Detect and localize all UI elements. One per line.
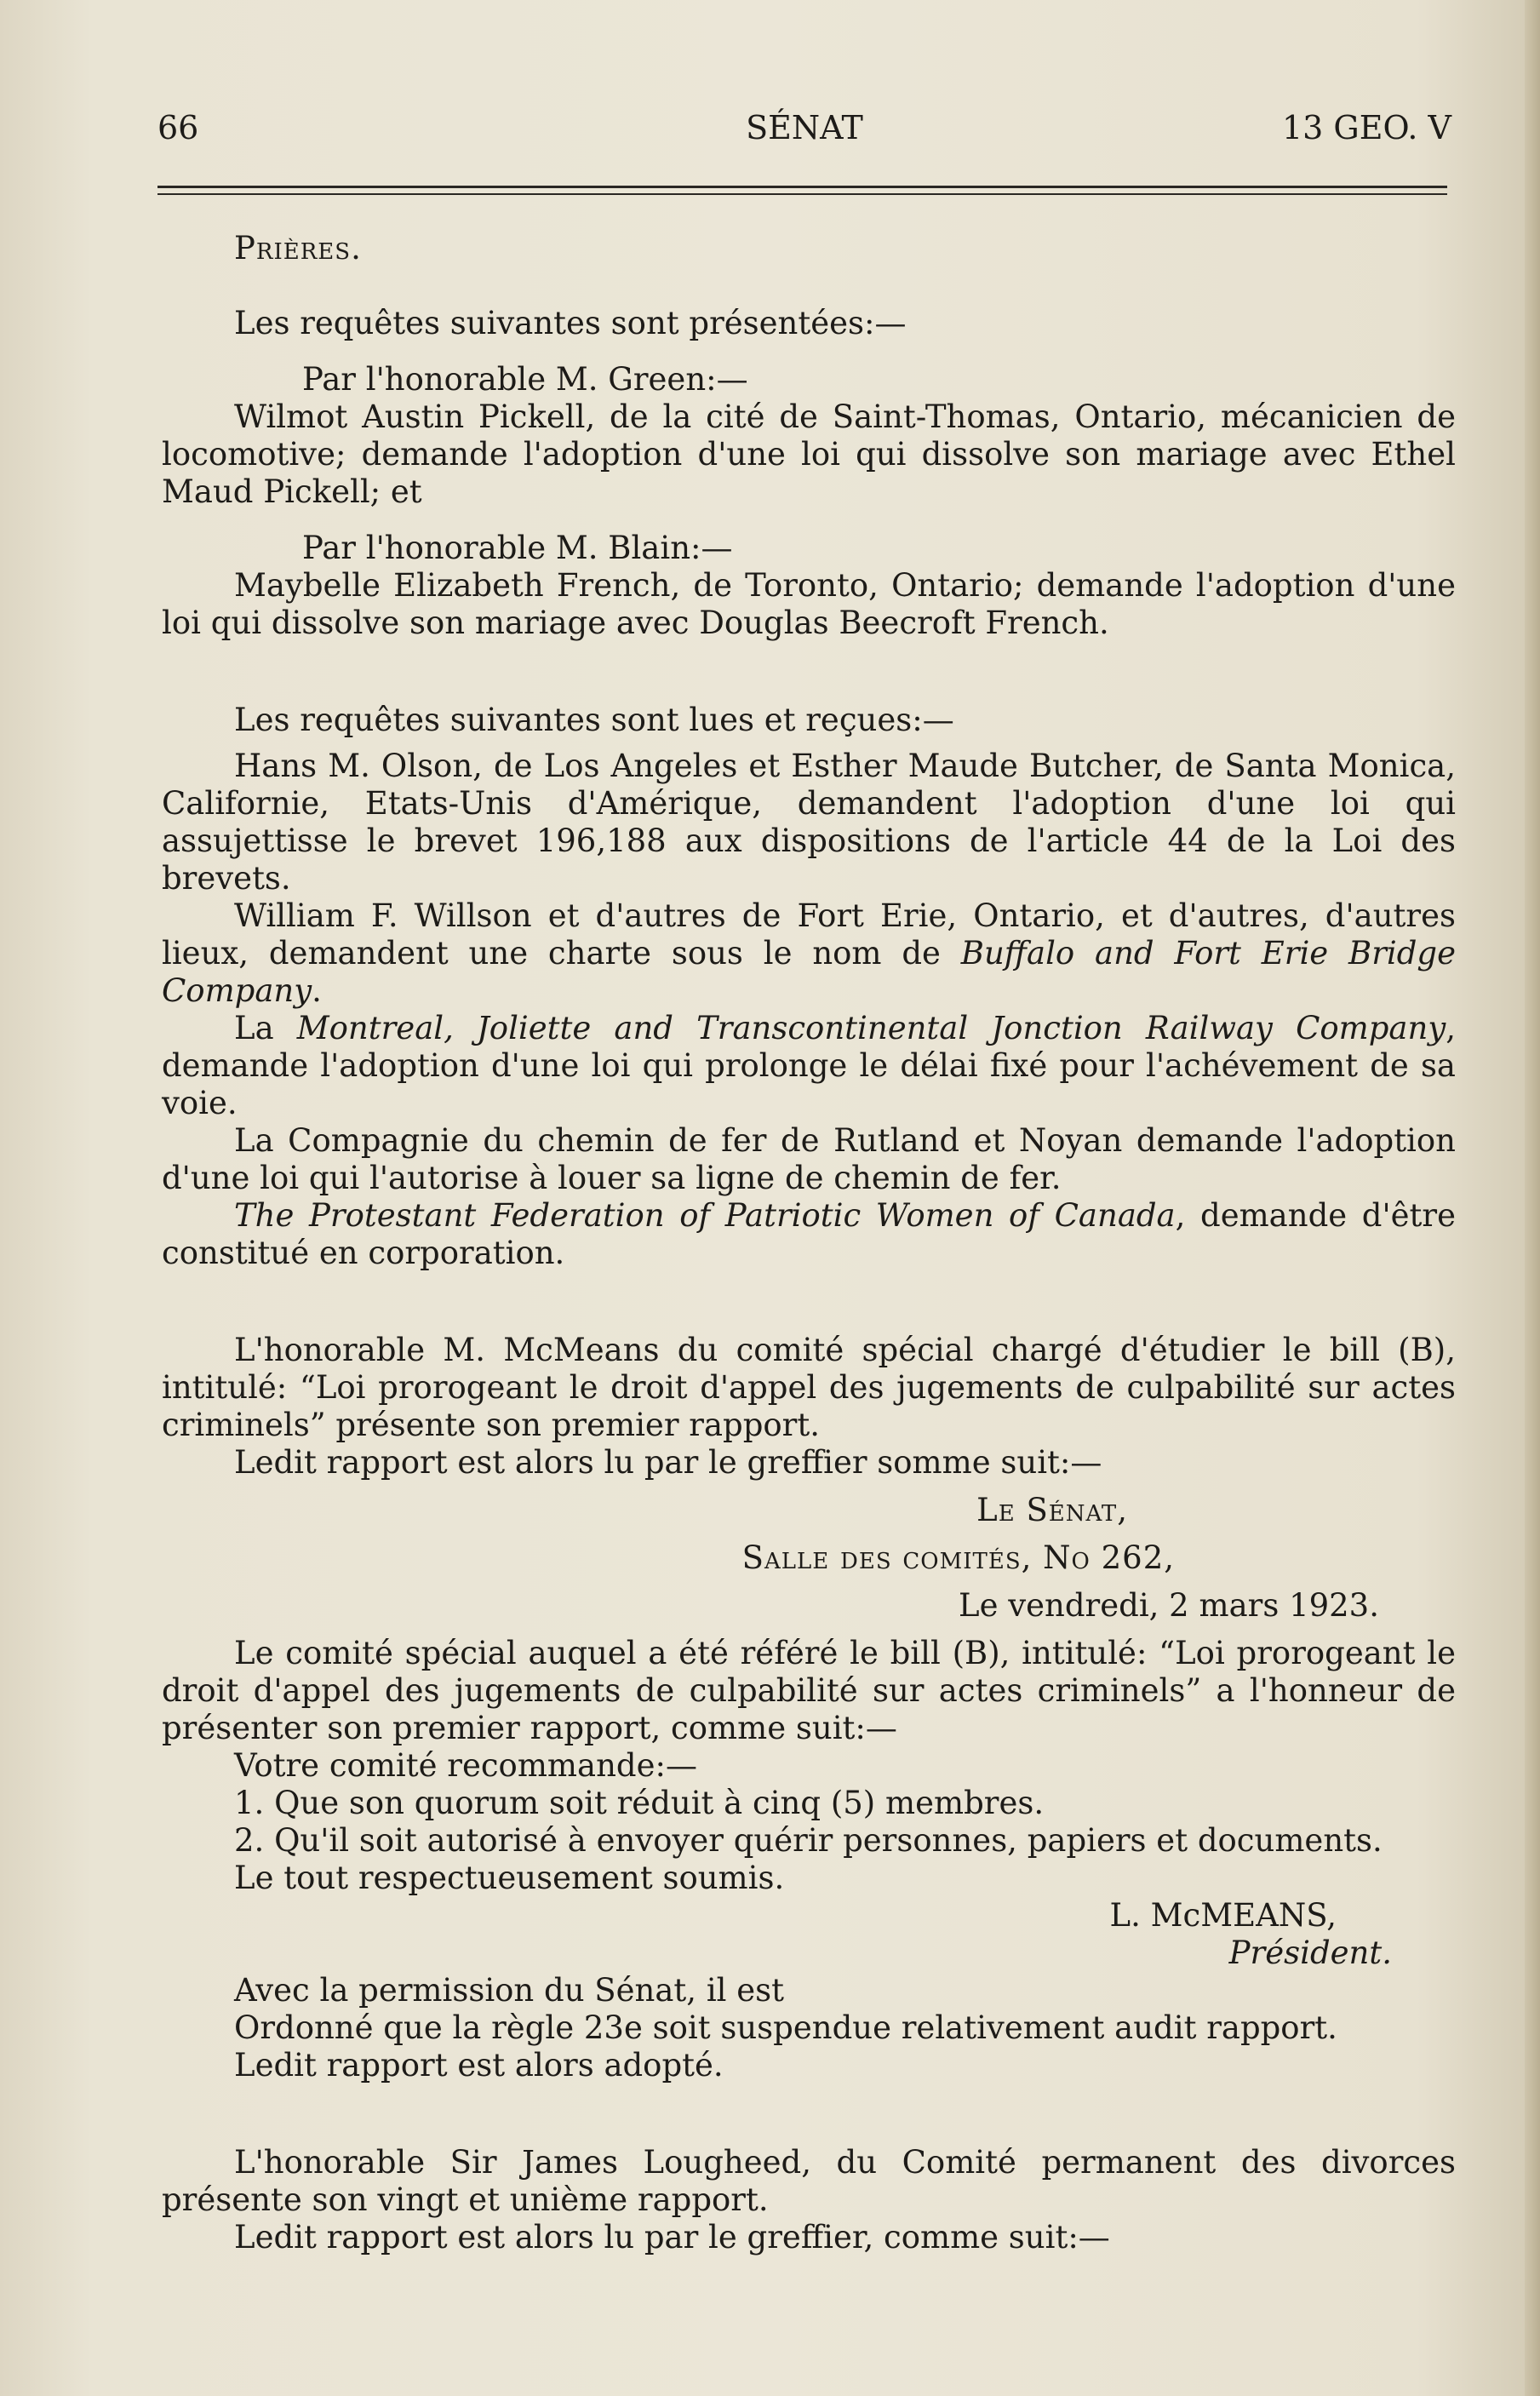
paragraph: Ledit rapport est alors adopté. — [234, 2047, 724, 2084]
paragraph: Wilmot Austin Pickell, de la cité de Saint-Thomas, Ontario, mécanicien de locomotive; demande l'adoption d'une loi qui dissolve son mariage avec Ethel Maud Pickell; et — [162, 398, 1456, 510]
paragraph: Ledit rapport est alors lu par le greffier, comme suit:— — [234, 2219, 1110, 2256]
paragraph: Ledit rapport est alors lu par le greffier somme suit:— — [234, 1444, 1102, 1481]
list-item: 2. Qu'il soit autorisé à envoyer quérir personnes, papiers et documents. — [234, 1822, 1383, 1859]
paragraph: Le comité spécial auquel a été référé le bill (B), intitulé: “Loi prorogeant le droit d'appel des jugements de culpabilité sur actes criminels” a l'honneur de présenter son premier rapport, comme suit:— — [162, 1635, 1456, 1746]
header-rule — [157, 193, 1447, 195]
section-heading: Prières. — [234, 230, 362, 267]
session-label: 13 GEO. V — [1281, 109, 1451, 146]
paragraph: L'honorable Sir James Lougheed, du Comité permanent des divorces présente son vingt et unième rapport. — [162, 2144, 1456, 2218]
running-title: SÉNAT — [746, 109, 863, 146]
paragraph — [162, 1010, 1456, 1122]
paragraph — [162, 1197, 1456, 1272]
company-name: Buffalo and Fort Erie Bridge Company — [162, 935, 1456, 1009]
list-item: 1. Que son quorum soit réduit à cinq (5) membres. — [234, 1785, 1045, 1821]
signature-title — [162, 1935, 1456, 1972]
paragraph: Par l'honorable M. Green:— — [302, 361, 748, 398]
page-body — [162, 230, 1456, 2256]
text-run: Salle des comités, No 262, — [741, 1539, 1175, 1576]
paragraph: Les requêtes suivantes sont présentées:— — [234, 305, 907, 341]
page-header — [157, 109, 1451, 160]
text-run: William F. Willson et d'autres de Fort Erie, Ontario, et d'autres, d'autres lieux, demandent une charte sous le nom de — [162, 897, 1456, 972]
paragraph — [162, 897, 1456, 1010]
header-rule — [157, 186, 1447, 188]
paragraph: Ordonné que la règle 23e soit suspendue relativement audit rapport. — [234, 2009, 1337, 2046]
paragraph: Les requêtes suivantes sont lues et reçues:— — [234, 702, 954, 738]
page-edge — [1525, 0, 1540, 2396]
paragraph: Votre comité recommande:— — [234, 1747, 697, 1784]
text-run: . — [312, 972, 322, 1009]
text-run: , demande d'être constitué en corporation. — [162, 1197, 1456, 1271]
report-heading: Le Sénat, — [976, 1492, 1128, 1528]
text-run: La — [234, 1010, 297, 1046]
signature-name: L. McMEANS, — [1109, 1897, 1337, 1934]
paragraph: Hans M. Olson, de Los Angeles et Esther Maude Butcher, de Santa Monica, Californie, Etats-Unis d'Amérique, demandent l'adoption d'une loi qui assujettisse le brevet 196,188 aux dispositions de l'article 44 de la Loi des brevets. — [162, 748, 1456, 897]
paragraph: L'honorable M. McMeans du comité spécial chargé d'étudier le bill (B), intitulé: “Loi prorogeant le droit d'appel des jugements de culpabilité sur actes criminels” présente son premier rapport. — [162, 1332, 1456, 1443]
text-run: Président. — [1228, 1935, 1392, 1971]
paragraph: Par l'honorable M. Blain:— — [302, 530, 733, 566]
paragraph: Avec la permission du Sénat, il est — [234, 1972, 785, 2009]
report-date: Le vendredi, 2 mars 1923. — [959, 1587, 1379, 1624]
report-location — [162, 1539, 1456, 1577]
paragraph: Le tout respectueusement soumis. — [234, 1860, 785, 1896]
company-name: Montreal, Joliette and Transcontinental Jonction Railway Company — [296, 1010, 1446, 1046]
text-run: , demande l'adoption d'une loi qui prolonge le délai fixé pour l'achévement de sa voie. — [162, 1010, 1456, 1121]
page-number: 66 — [157, 109, 199, 146]
paragraph: La Compagnie du chemin de fer de Rutland et Noyan demande l'adoption d'une loi qui l'autorise à louer sa ligne de chemin de fer. — [162, 1122, 1456, 1196]
paragraph: Maybelle Elizabeth French, de Toronto, Ontario; demande l'adoption d'une loi qui dissolve son mariage avec Douglas Beecroft French. — [162, 567, 1456, 641]
organization-name: The Protestant Federation of Patriotic Women of Canada — [234, 1197, 1176, 1234]
